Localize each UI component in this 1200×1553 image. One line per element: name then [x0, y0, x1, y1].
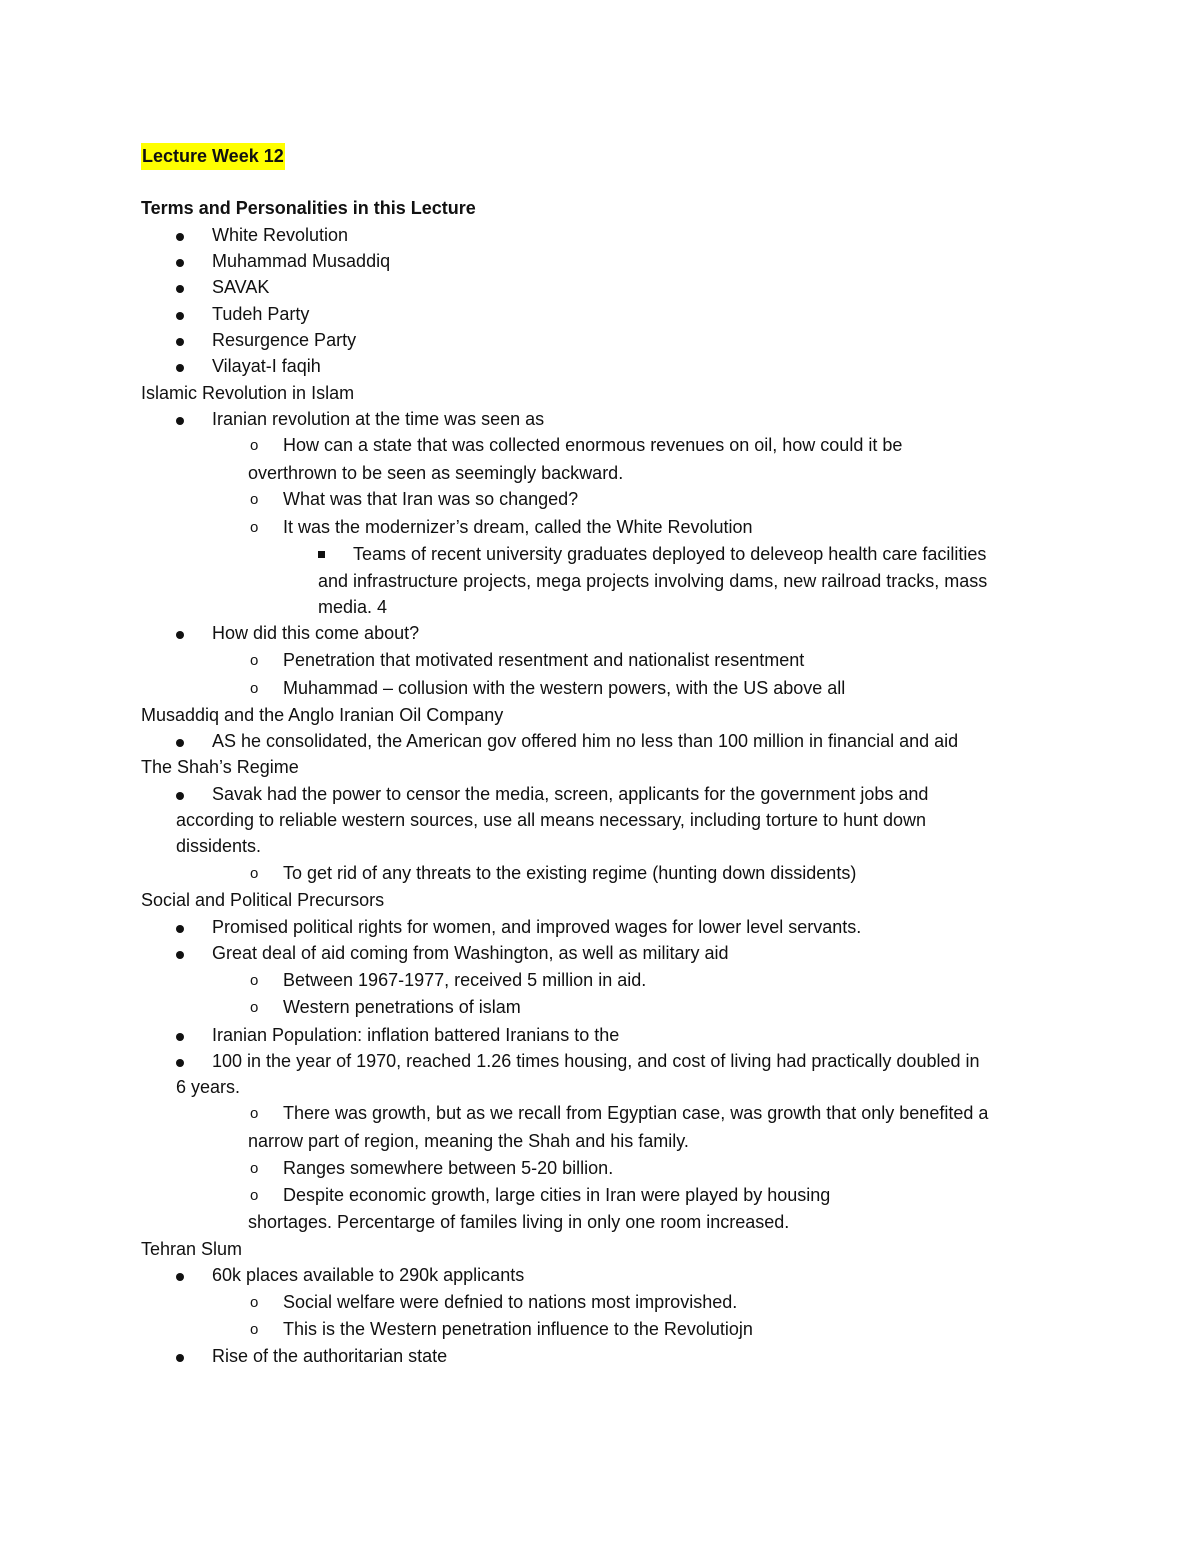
bullet-icon: [176, 1048, 184, 1075]
sub-bullet-marker: o: [250, 437, 259, 454]
sub-bullet-marker: o: [250, 1294, 259, 1311]
sub-bullet-marker: o: [250, 680, 259, 697]
sub-bullet-text: overthrown to be seen as seemingly backward.: [248, 463, 624, 483]
list-item: [0, 967, 1200, 994]
list-item: [0, 406, 1200, 433]
bullet-text: dissidents.: [176, 836, 262, 856]
sub-bullet-text: This is the Western penetration influence to the Revolutiojn: [283, 1319, 753, 1339]
bullet-text: 60k places available to 290k applicants: [212, 1265, 525, 1285]
sub-bullet-marker: o: [250, 491, 259, 508]
terms-heading: Terms and Personalities in this Lecture: [141, 198, 476, 218]
sub-bullet-text: There was growth, but as we recall from Egyptian case, was growth that only benefited a: [283, 1103, 989, 1123]
list-item: [0, 1182, 1200, 1209]
bullet-icon: [176, 1343, 184, 1370]
text-continuation: [0, 594, 1200, 621]
list-item: [0, 994, 1200, 1021]
text-continuation: [0, 460, 1200, 487]
sub-bullet-marker: o: [250, 519, 259, 536]
section-heading-line: [0, 887, 1200, 914]
list-item: [0, 781, 1200, 808]
bullet-icon: [176, 914, 184, 941]
bullet-icon: [176, 222, 184, 249]
sub-bullet-marker: o: [250, 1321, 259, 1338]
tertiary-bullet-text: media. 4: [318, 597, 388, 617]
bullet-icon: [176, 1022, 184, 1049]
sub-bullet-text: What was that Iran was so changed?: [283, 489, 579, 509]
sub-bullet-text: Western penetrations of islam: [283, 997, 521, 1017]
sub-bullet-marker: o: [250, 652, 259, 669]
bullet-text: Rise of the authoritarian state: [212, 1346, 448, 1366]
list-item: [0, 1022, 1200, 1049]
list-item: [0, 274, 1200, 301]
text-continuation: [0, 833, 1200, 860]
bullet-text: Savak had the power to censor the media, screen, applicants for the government jobs and: [212, 784, 929, 804]
sub-bullet-text: To get rid of any threats to the existing regime (hunting down dissidents): [283, 863, 857, 883]
sub-bullet-text: Muhammad – collusion with the western powers, with the US above all: [283, 678, 846, 698]
list-item: [0, 1100, 1200, 1127]
text-continuation: [0, 807, 1200, 834]
bullet-text: AS he consolidated, the American gov offered him no less than 100 million in financial and aid: [212, 731, 959, 751]
bullet-icon: [176, 620, 184, 647]
list-item: [0, 647, 1200, 674]
page-title: Lecture Week 12: [141, 143, 285, 170]
term-label: White Revolution: [212, 225, 349, 245]
sub-bullet-text: Penetration that motivated resentment and nationalist resentment: [283, 650, 805, 670]
title-line: [0, 143, 1200, 170]
bullet-icon: [176, 940, 184, 967]
sub-bullet-text: narrow part of region, meaning the Shah and his family.: [248, 1131, 689, 1151]
list-item: [0, 432, 1200, 459]
section-heading: Social and Political Precursors: [141, 890, 385, 910]
section-heading: Tehran Slum: [141, 1239, 243, 1259]
section-heading: Musaddiq and the Anglo Iranian Oil Company: [141, 705, 504, 725]
term-label: Tudeh Party: [212, 304, 310, 324]
term-label: SAVAK: [212, 277, 270, 297]
list-item: [0, 860, 1200, 887]
list-item: [0, 1289, 1200, 1316]
bullet-icon: [176, 1262, 184, 1289]
text-continuation: [0, 568, 1200, 595]
sub-bullet-marker: o: [250, 865, 259, 882]
sub-bullet-marker: o: [250, 972, 259, 989]
term-label: Muhammad Musaddiq: [212, 251, 391, 271]
section-heading-line: [0, 754, 1200, 781]
section-heading-line: [0, 1236, 1200, 1263]
list-item: [0, 248, 1200, 275]
list-item: [0, 1316, 1200, 1343]
text-continuation: [0, 1074, 1200, 1101]
sub-bullet-text: Social welfare were defnied to nations most improvished.: [283, 1292, 738, 1312]
term-label: Vilayat-I faqih: [212, 356, 321, 376]
list-item: [0, 620, 1200, 647]
list-item: [0, 940, 1200, 967]
square-bullet-icon: [318, 551, 325, 558]
tertiary-bullet-text: and infrastructure projects, mega projects involving dams, new railroad tracks, mass: [318, 571, 988, 591]
list-item: [0, 1048, 1200, 1075]
list-item: [0, 675, 1200, 702]
sub-bullet-marker: o: [250, 1105, 259, 1122]
bullet-icon: [176, 353, 184, 380]
bullet-text: How did this come about?: [212, 623, 420, 643]
bullet-icon: [176, 406, 184, 433]
bullet-text: 100 in the year of 1970, reached 1.26 times housing, and cost of living had practically doubled in: [212, 1051, 980, 1071]
bullet-text: Great deal of aid coming from Washington, as well as military aid: [212, 943, 729, 963]
section-heading: Islamic Revolution in Islam: [141, 383, 355, 403]
bullet-text: 6 years.: [176, 1077, 241, 1097]
bullet-icon: [176, 274, 184, 301]
text-continuation: [0, 1209, 1200, 1236]
sub-bullet-marker: o: [250, 1187, 259, 1204]
sub-bullet-text: Despite economic growth, large cities in Iran were played by housing: [283, 1185, 831, 1205]
bullet-icon: [176, 781, 184, 808]
bullet-text: Iranian revolution at the time was seen as: [212, 409, 545, 429]
terms-heading-line: [0, 195, 1200, 222]
section-heading-line: [0, 380, 1200, 407]
bullet-icon: [176, 248, 184, 275]
list-item: [0, 728, 1200, 755]
bullet-icon: [176, 327, 184, 354]
list-item: [0, 1155, 1200, 1182]
sub-bullet-text: Ranges somewhere between 5-20 billion.: [283, 1158, 614, 1178]
section-heading-line: [0, 702, 1200, 729]
list-item: [0, 222, 1200, 249]
list-item: [0, 301, 1200, 328]
list-item: [0, 914, 1200, 941]
bullet-icon: [176, 301, 184, 328]
list-item: [0, 327, 1200, 354]
sub-bullet-marker: o: [250, 1160, 259, 1177]
sub-bullet-text: How can a state that was collected enormous revenues on oil, how could it be: [283, 435, 903, 455]
list-item: [0, 1343, 1200, 1370]
term-label: Resurgence Party: [212, 330, 357, 350]
section-heading: The Shah’s Regime: [141, 757, 299, 777]
list-item: [0, 353, 1200, 380]
list-item: [0, 1262, 1200, 1289]
sub-bullet-marker: o: [250, 999, 259, 1016]
list-item: [0, 514, 1200, 541]
bullet-text: Iranian Population: inflation battered Iranians to the: [212, 1025, 620, 1045]
sub-bullet-text: It was the modernizer’s dream, called the White Revolution: [283, 517, 753, 537]
sub-bullet-text: shortages. Percentarge of familes living in only one room increased.: [248, 1212, 790, 1232]
list-item: [0, 486, 1200, 513]
list-item: [0, 541, 1200, 568]
text-continuation: [0, 1128, 1200, 1155]
bullet-text: according to reliable western sources, use all means necessary, including torture to hunt down: [176, 810, 927, 830]
tertiary-bullet-text: Teams of recent university graduates deployed to deleveop health care facilities: [353, 544, 987, 564]
bullet-icon: [176, 728, 184, 755]
sub-bullet-text: Between 1967-1977, received 5 million in aid.: [283, 970, 647, 990]
bullet-text: Promised political rights for women, and improved wages for lower level servants.: [212, 917, 862, 937]
